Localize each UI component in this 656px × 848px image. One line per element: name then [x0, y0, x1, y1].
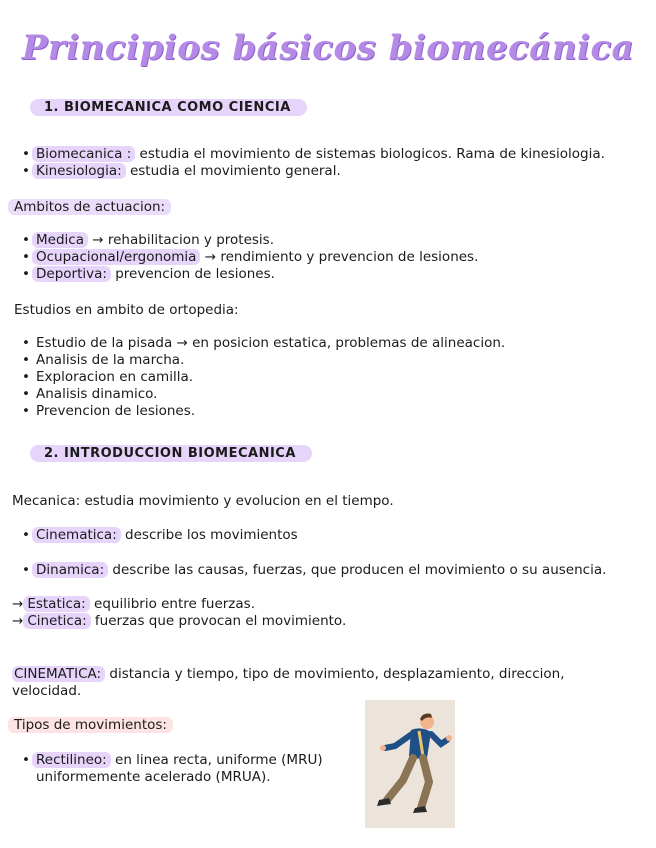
ambito-text: → rendimiento y prevencion de lesiones.	[200, 249, 479, 265]
tipo-text: en linea recta, uniforme (MRU)	[110, 752, 323, 768]
list-item	[22, 562, 606, 579]
ambitos-label: Ambitos de actuacion:	[8, 199, 171, 215]
list-item	[22, 527, 298, 544]
cinematica-text: distancia y tiempo, tipo de movimiento, desplazamiento, direccion,	[105, 666, 565, 682]
term-kinesiologia: Kinesiologia:	[32, 163, 126, 179]
tipo-text-2: uniformemente acelerado (MRUA).	[36, 769, 271, 785]
running-person-illustration	[365, 700, 455, 828]
term-cinematica: Cinematica:	[32, 527, 121, 543]
definition-text: describe los movimientos	[120, 527, 298, 543]
cinematica-block	[12, 666, 565, 700]
definition-text: estudia el movimiento de sistemas biologicos. Rama de kinesiologia.	[135, 146, 605, 162]
list-item: • Analisis dinamico.	[22, 386, 505, 403]
term-dinamica: Dinamica:	[32, 562, 108, 578]
mecanica-list	[22, 527, 298, 544]
section-heading-2: 2. INTRODUCCION BIOMECANICA	[30, 445, 312, 462]
arrow-list	[12, 596, 346, 630]
arrow-item	[12, 596, 346, 613]
mecanica-text: Mecanica: estudia movimiento y evolucion en el tiempo.	[12, 493, 394, 509]
term-estatica: Estatica:	[23, 596, 89, 612]
estudios-label: Estudios en ambito de ortopedia:	[14, 302, 239, 318]
list-item	[22, 163, 605, 180]
tipos-label: Tipos de movimientos:	[8, 717, 173, 733]
list-item	[22, 232, 478, 249]
arrow-icon: →	[12, 613, 24, 629]
ambito-text: prevencion de lesiones.	[110, 266, 275, 282]
list-item: • Analisis de la marcha.	[22, 352, 505, 369]
term-medica: Medica	[32, 232, 88, 248]
list-item: • Prevencion de lesiones.	[22, 403, 505, 420]
definition-text: estudia el movimiento general.	[125, 163, 341, 179]
list-item	[22, 249, 478, 266]
page-title: Principios básicos biomecánica	[21, 28, 635, 68]
list-item: • Exploracion en camilla.	[22, 369, 505, 386]
arrow-item	[12, 613, 346, 630]
term-ocupacional: Ocupacional/ergonomia	[32, 249, 200, 265]
term-cinetica: Cinetica:	[23, 613, 90, 629]
arrow-text: equilibrio entre fuerzas.	[89, 596, 255, 612]
list-item	[22, 266, 478, 283]
arrow-text: fuerzas que provocan el movimiento.	[90, 613, 347, 629]
ambitos-list	[22, 232, 478, 283]
list-item	[22, 752, 323, 786]
running-person-icon	[365, 700, 455, 828]
tipos-list	[22, 752, 323, 786]
definition-text: describe las causas, fuerzas, que producen el movimiento o su ausencia.	[108, 562, 607, 578]
estudios-list	[22, 335, 505, 420]
term-biomecanica: Biomecanica :	[32, 146, 135, 162]
mecanica-list-2	[22, 562, 606, 579]
term-deportiva: Deportiva:	[32, 266, 111, 282]
list-item: • Estudio de la pisada → en posicion estatica, problemas de alineacion.	[22, 335, 505, 352]
arrow-icon: →	[12, 596, 24, 612]
list-item	[22, 146, 605, 163]
ambito-text: → rehabilitacion y protesis.	[87, 232, 274, 248]
definitions-list	[22, 146, 605, 180]
term-rectilineo: Rectilineo:	[32, 752, 111, 768]
section-heading-1: 1. BIOMECANICA COMO CIENCIA	[30, 99, 307, 116]
cinematica-text-2: velocidad.	[12, 683, 82, 699]
term-cinematica-caps: CINEMATICA:	[12, 666, 105, 682]
